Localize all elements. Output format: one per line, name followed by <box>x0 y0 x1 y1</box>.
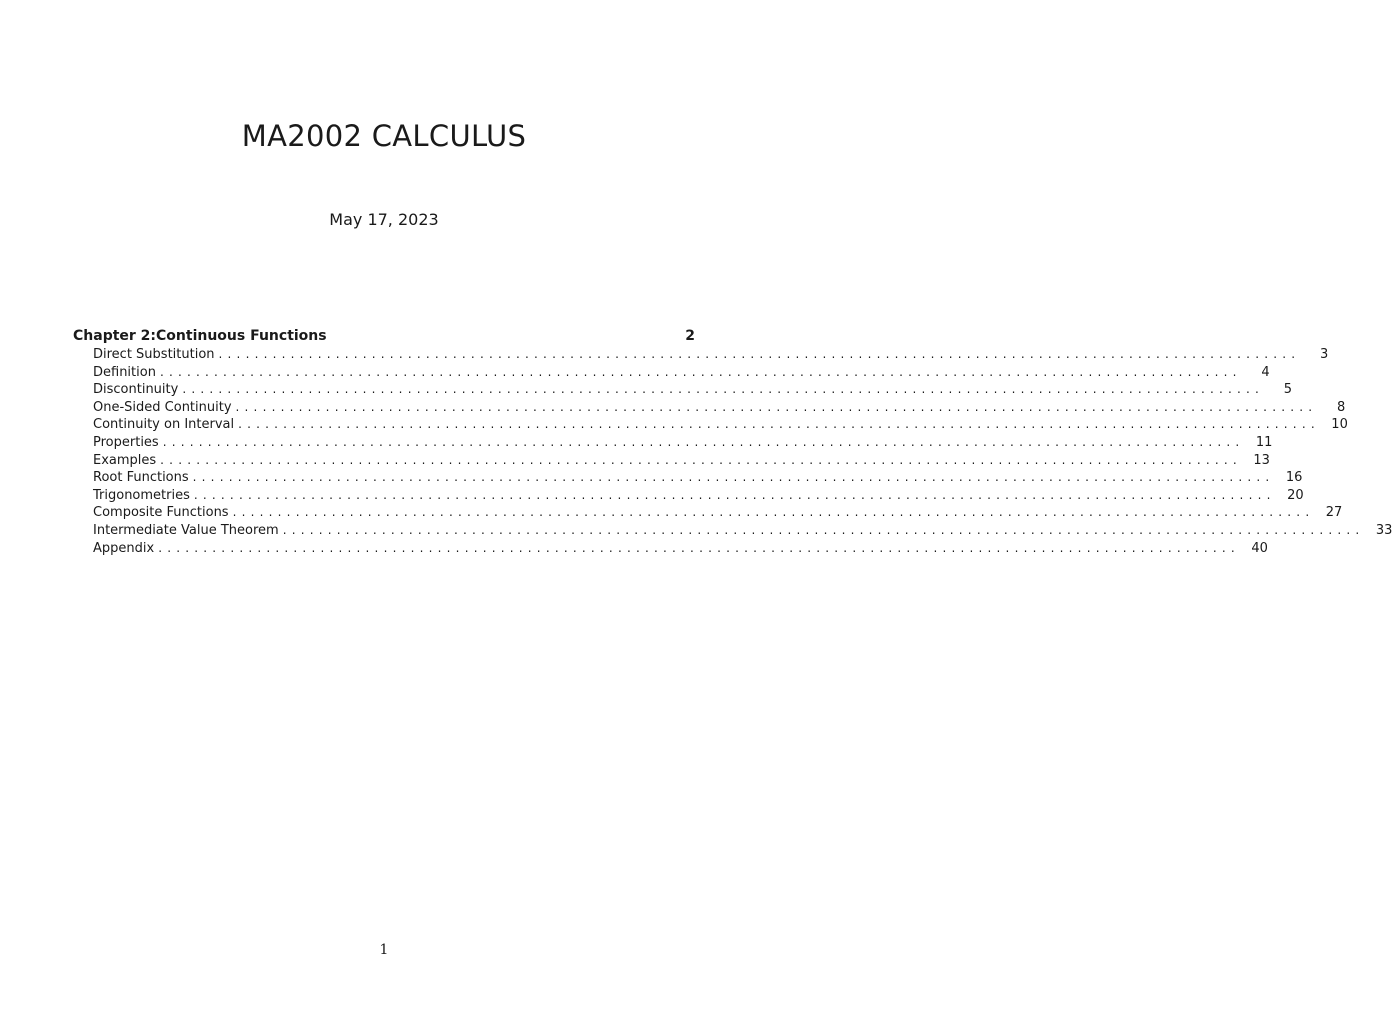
document-date: May 17, 2023 <box>329 210 439 229</box>
toc-entry-label: Intermediate Value Theorem <box>93 522 279 538</box>
toc-entry-label: Continuity on Interval <box>93 417 235 433</box>
toc-entry[interactable] <box>73 434 1273 452</box>
toc-entry-label: Trigonometries <box>93 487 190 503</box>
dot-leader: ........................................................................................................................ <box>232 505 1315 520</box>
toc-entry-page: 11 <box>1255 434 1273 450</box>
toc-entry-page: 16 <box>1285 470 1303 486</box>
toc-entry-page: 3 <box>1319 347 1329 362</box>
toc-entry-label: Definition <box>93 364 156 380</box>
toc-entry-page: 5 <box>1283 382 1293 398</box>
dot-leader: ........................................................................................................................ <box>192 470 1275 485</box>
toc-chapter-heading[interactable] <box>73 326 695 346</box>
toc-entry[interactable] <box>73 487 1304 505</box>
toc-entry[interactable] <box>73 522 1392 540</box>
toc-entry[interactable] <box>73 469 1303 487</box>
toc-entry[interactable] <box>73 416 1348 434</box>
page-number: 1 <box>379 942 389 958</box>
toc-chapter-label: Chapter 2:Continuous Functions <box>73 328 327 344</box>
toc-entry-label: Composite Functions <box>93 505 229 521</box>
dot-leader: ........................................................................................................................ <box>282 522 1365 537</box>
dot-leader: ........................................................................................................................ <box>162 434 1245 449</box>
dot-leader: ........................................................................................................................ <box>235 399 1318 414</box>
toc-entry[interactable] <box>73 381 1293 399</box>
toc-entry-page: 33 <box>1375 522 1392 538</box>
toc-entry-label: Appendix <box>93 540 155 556</box>
toc-entry-page: 4 <box>1261 364 1270 380</box>
toc-entry-page: 20 <box>1287 487 1304 503</box>
toc-entry-label: Examples <box>93 452 157 468</box>
table-of-contents <box>73 326 1392 557</box>
dot-leader: ........................................................................................................................ <box>218 347 1301 361</box>
dot-leader: ........................................................................................................................ <box>159 364 1242 379</box>
toc-entry-page: 40 <box>1251 540 1268 556</box>
toc-entry[interactable] <box>73 504 1343 522</box>
toc-entry[interactable] <box>73 540 1268 558</box>
toc-entry-page: 10 <box>1331 417 1348 433</box>
toc-chapter-page: 2 <box>685 328 695 344</box>
toc-entry-page: 13 <box>1253 452 1270 468</box>
dot-leader: ........................................................................................................................ <box>160 452 1242 467</box>
dot-leader: ........................................................................................................................ <box>193 487 1276 502</box>
toc-entry[interactable] <box>73 346 1329 364</box>
toc-entry-label: Root Functions <box>93 470 189 486</box>
toc-entry-label: Properties <box>93 434 159 450</box>
toc-entry[interactable] <box>73 399 1346 417</box>
document-title: MA2002 CALCULUS <box>241 119 527 153</box>
dot-leader: ........................................................................................................................ <box>182 382 1265 397</box>
toc-entry-label: One-Sided Continuity <box>93 399 232 415</box>
toc-entry-label: Discontinuity <box>93 382 179 398</box>
dot-leader: ........................................................................................................................ <box>238 417 1320 432</box>
toc-entry[interactable] <box>73 452 1270 470</box>
toc-entry-page: 27 <box>1325 505 1343 521</box>
toc-entry-page: 8 <box>1336 399 1346 415</box>
toc-entry[interactable] <box>73 364 1270 382</box>
dot-leader: ........................................................................................................................ <box>158 540 1240 555</box>
toc-entry-label: Direct Substitution <box>93 347 215 362</box>
